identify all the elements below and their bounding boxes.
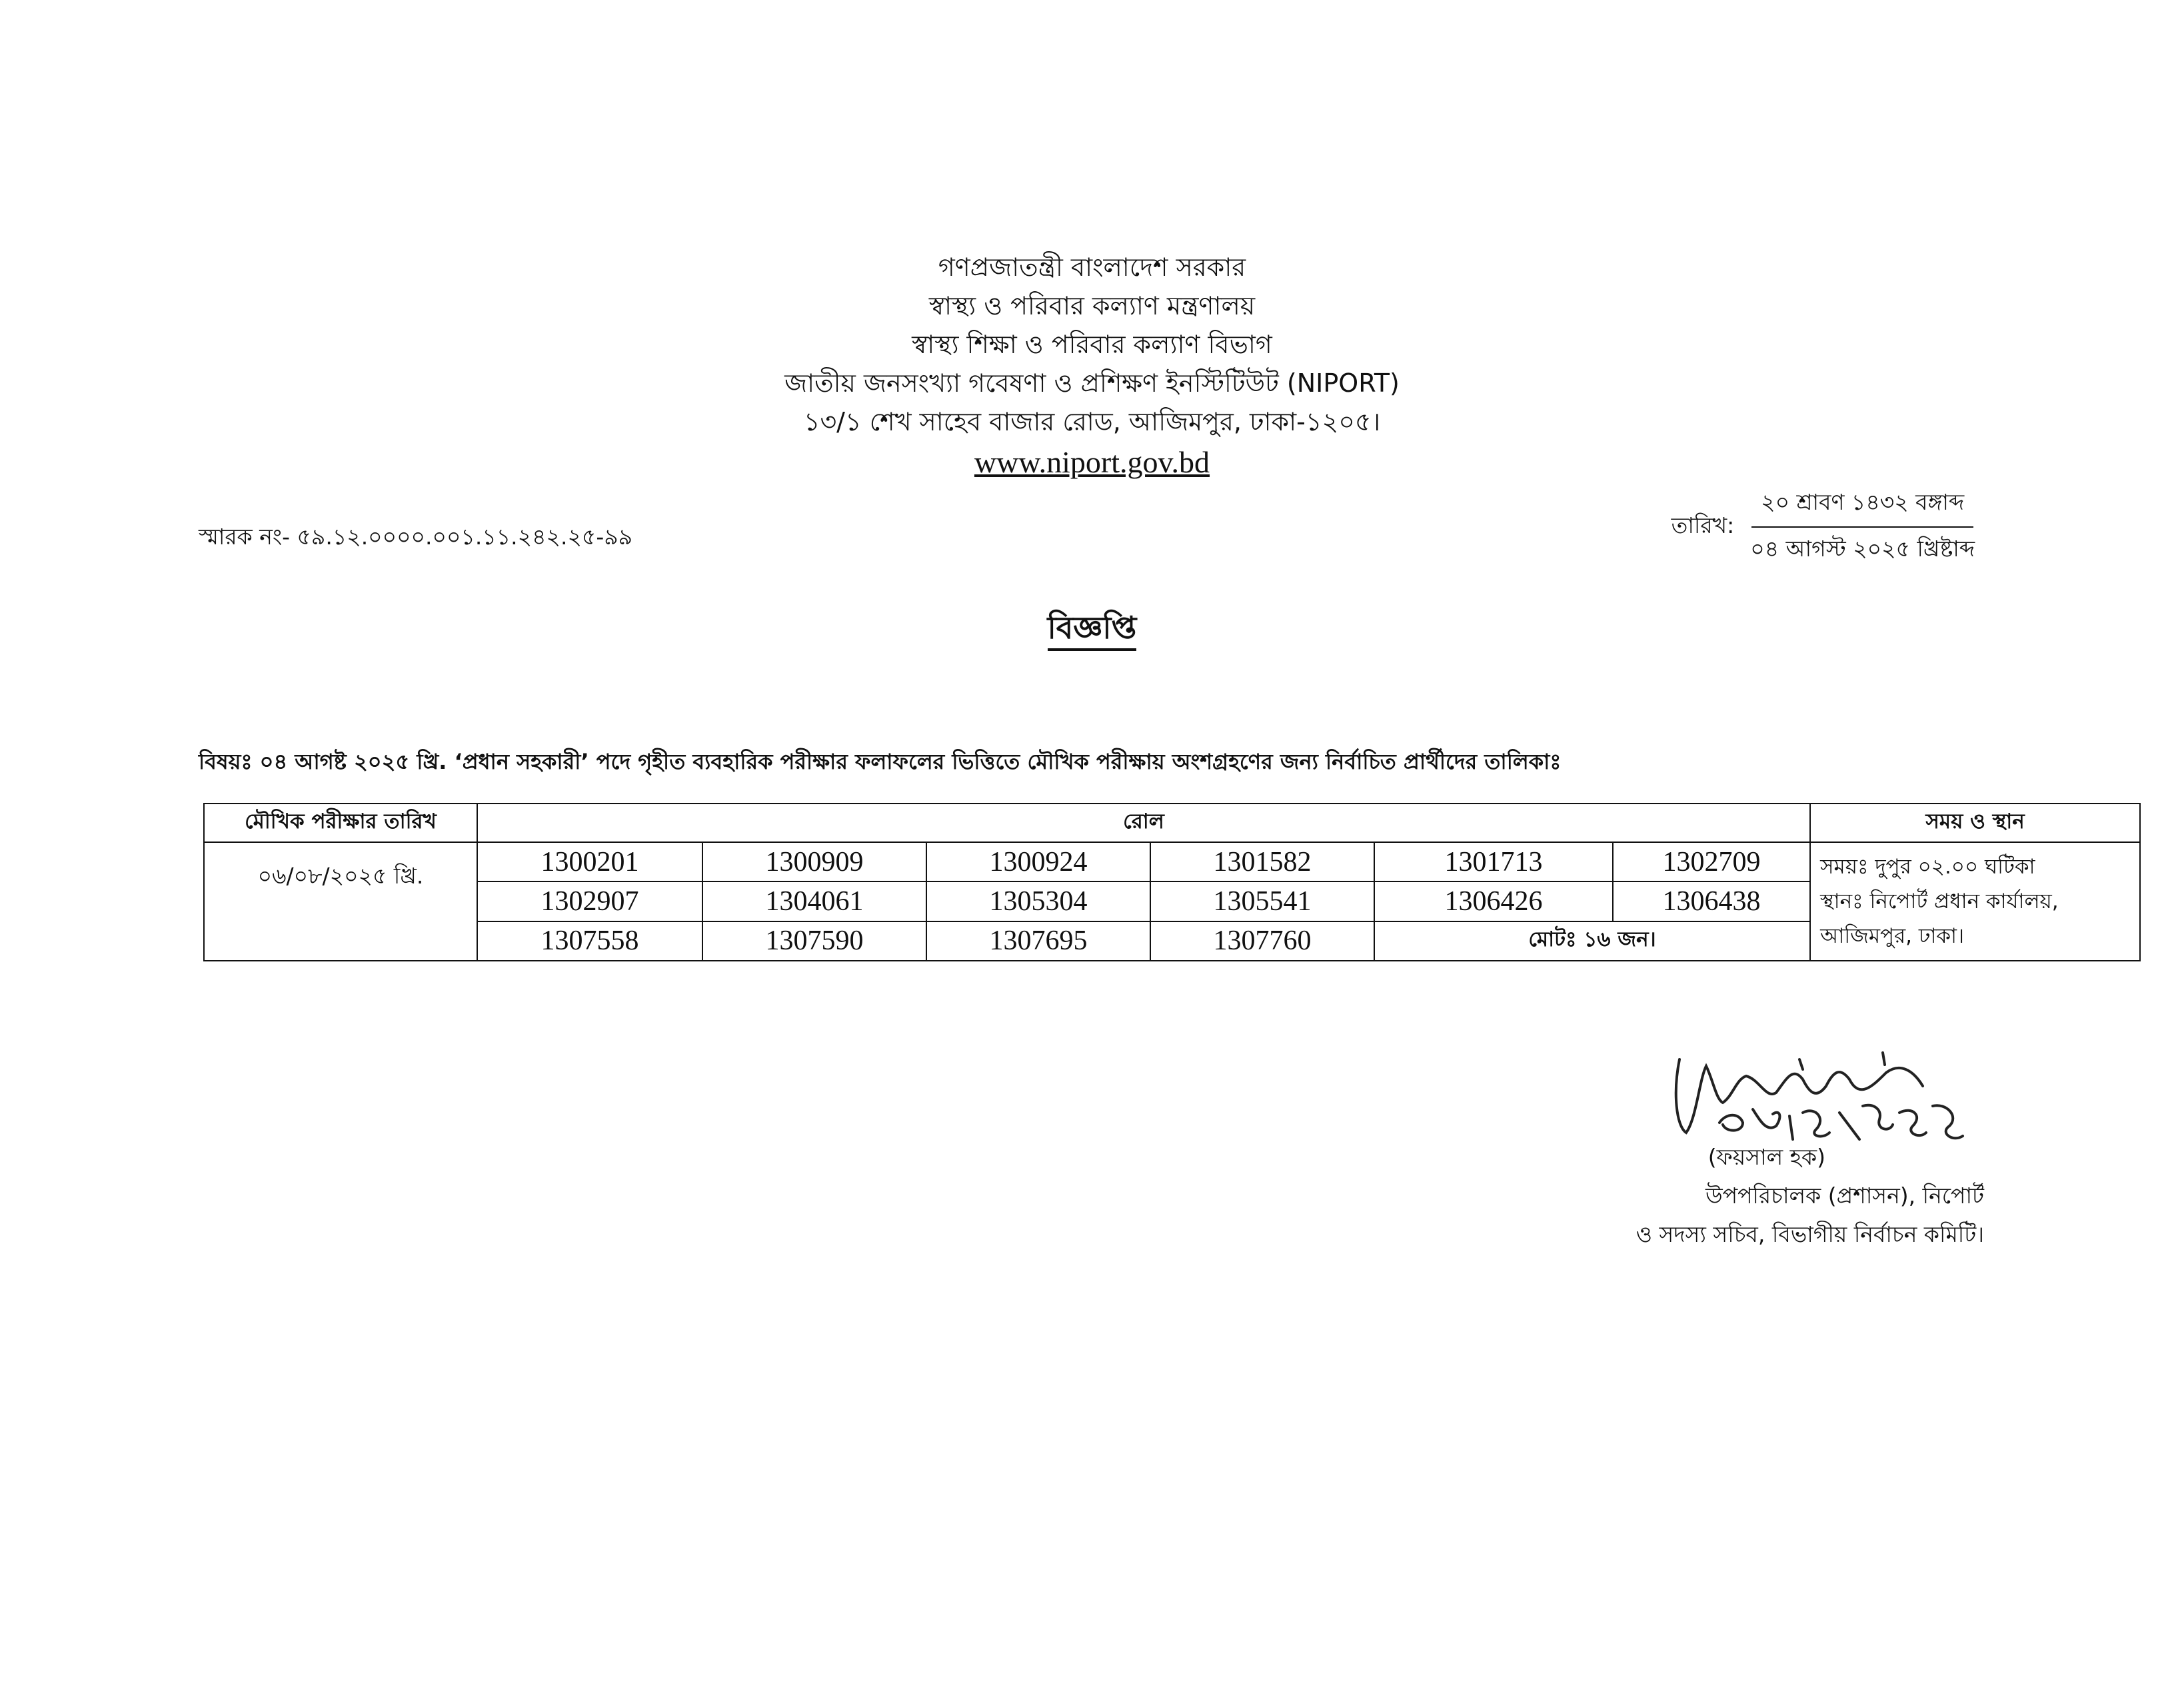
- roll-cell: 1300201: [477, 842, 702, 881]
- exam-date-cell: ০৬/০৮/২০২৫ খ্রি.: [204, 842, 477, 961]
- letterhead: [0, 248, 2184, 484]
- time-place-cell: [1810, 842, 2140, 961]
- date-english: ০৪ আগস্ট ২০২৫ খ্রিষ্টাব্দ: [1750, 536, 1975, 562]
- ministry-name: স্বাস্থ্য ও পরিবার কল্যাণ মন্ত্রণালয়: [928, 291, 1256, 320]
- roll-cell: 1304061: [702, 881, 926, 921]
- exam-time: সময়ঃ দুপুর ০২.০০ ঘটিকা: [1820, 855, 2035, 879]
- website-link[interactable]: www.niport.gov.bd: [974, 445, 1210, 479]
- roll-cell: 1306426: [1374, 881, 1613, 921]
- roll-cell: 1301582: [1150, 842, 1374, 881]
- roll-cell: 1305304: [926, 881, 1150, 921]
- memo-number: স্মারক নং- ৫৯.১২.০০০০.০০১.১১.২৪২.২৫-৯৯: [199, 524, 633, 550]
- notice-title: বিজ্ঞপ্তি: [1048, 610, 1137, 651]
- header-time-place: সময় ও স্থান: [1810, 804, 2140, 842]
- roll-cell: 1305541: [1150, 881, 1374, 921]
- results-table: [203, 803, 2141, 961]
- signatory-name: (ফয়সাল হক): [1707, 1144, 1825, 1170]
- table-row: [204, 842, 2140, 881]
- roll-cell: 1301713: [1374, 842, 1613, 881]
- signatory-role: ও সদস্য সচিব, বিভাগীয় নির্বাচন কমিটি।: [1636, 1221, 1984, 1247]
- table-header-row: [204, 804, 2140, 842]
- header-exam-date: মৌখিক পরীক্ষার তারিখ: [204, 804, 477, 842]
- govt-name: গণপ্রজাতন্ত্রী বাংলাদেশ সরকার: [938, 253, 1246, 282]
- date-values: [1741, 485, 1984, 569]
- roll-cell: 1302709: [1613, 842, 1810, 881]
- total-count: মোটঃ ১৬ জন।: [1374, 921, 1810, 961]
- signatory-block: [1636, 1138, 1984, 1254]
- exam-place-line2: আজিমপুর, ঢাকা।: [1820, 924, 1965, 948]
- header-roll: রোল: [477, 804, 1810, 842]
- roll-cell: 1307695: [926, 921, 1150, 961]
- roll-cell: 1307760: [1150, 921, 1374, 961]
- date-bangla: ২০ শ্রাবণ ১৪৩২ বঙ্গাব্দ: [1751, 485, 1973, 528]
- roll-cell: 1302907: [477, 881, 702, 921]
- division-name: স্বাস্থ্য শিক্ষা ও পরিবার কল্যাণ বিভাগ: [912, 330, 1272, 359]
- roll-cell: 1307590: [702, 921, 926, 961]
- institute-name: জাতীয় জনসংখ্যা গবেষণা ও প্রশিক্ষণ ইনস্টিটিউট (NIPORT): [784, 368, 1400, 398]
- date-label: তারিখ:: [1671, 512, 1735, 538]
- roll-cell: 1300909: [702, 842, 926, 881]
- handwritten-signature: [1659, 1039, 2033, 1153]
- date-block: [1671, 485, 1984, 569]
- exam-place-line1: স্থানঃ নিপোর্ট প্রধান কার্যালয়,: [1820, 889, 2059, 913]
- roll-cell: 1307558: [477, 921, 702, 961]
- notice-subject: বিষয়ঃ ০৪ আগষ্ট ২০২৫ খ্রি. ‘প্রধান সহকারী’ পদে গৃহীত ব্যবহারিক পরীক্ষার ফলাফলের ভিত্তিতে মৌখিক পরীক্ষায় অংশগ্রহণের জন্য নির্বাচিত প্রার্থীদের তালিকাঃ: [199, 749, 1562, 774]
- institute-address: ১৩/১ শেখ সাহেব বাজার রোড, আজিমপুর, ঢাকা-১২০৫।: [803, 407, 1381, 436]
- signatory-designation: উপপরিচালক (প্রশাসন), নিপোর্ট: [1705, 1183, 1984, 1209]
- roll-cell: 1300924: [926, 842, 1150, 881]
- notice-title-wrap: [0, 605, 2184, 656]
- roll-cell: 1306438: [1613, 881, 1810, 921]
